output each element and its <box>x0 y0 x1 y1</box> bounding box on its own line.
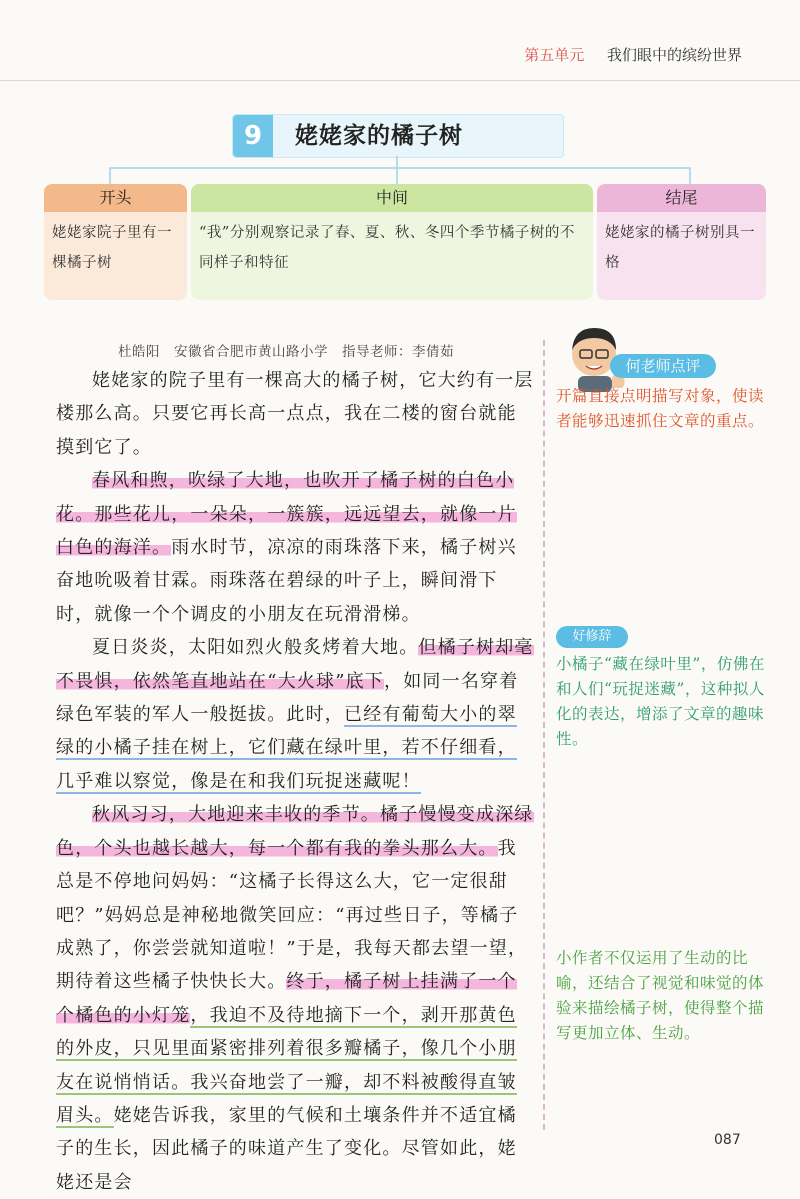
header-divider <box>0 80 800 81</box>
article-title: 姥姥家的橘子树 <box>295 123 463 149</box>
outline-ending-label: 结尾 <box>597 184 766 212</box>
teacher-comment-tag: 何老师点评 <box>610 354 716 378</box>
sidebar-divider <box>543 340 545 1130</box>
paragraph-3-start: 夏日炎炎，太阳如烈火般炙烤着大地。 <box>92 637 419 659</box>
highlight-lanterns: 终于，橘子树上挂满了一个个橘色的小灯笼 <box>56 971 517 1026</box>
lesson-number: 9 <box>233 115 273 157</box>
underline-hide-seek: 已经有葡萄大小的翠绿的小橘子挂在树上，它们藏在绿叶里，若不仔细看，几乎难以察觉，像是在和我们玩捉迷藏呢！ <box>56 704 517 792</box>
article-body <box>56 364 534 1199</box>
teacher-comment-3: 小作者不仅运用了生动的比喻，还结合了视觉和味觉的体验来描绘橘子树，使得整个描写更加立体、生动。 <box>556 949 765 1042</box>
highlight-orange-color: 橘子慢慢变成深绿色，个头也越长越大，每一个都有我的拳头那么大。 <box>56 804 534 859</box>
good-rhetoric-tag: 好修辞 <box>556 626 628 648</box>
unit-title: 我们眼中的缤纷世界 <box>606 46 742 64</box>
paragraph-2-rest: 雨水时节，凉凉的雨珠落下来，橘子树兴奋地吮吸着甘霖。雨珠落在碧绿的叶子上，瞬间滑下时，就像一个个调皮的小朋友在玩滑滑梯。 <box>56 537 517 625</box>
highlight-spring: 春风和煦，吹绿了大地，也吹开了橘子树的白色小花。那些花儿，一朵朵，一簇簇，远远望去，就像一片白色的海洋。 <box>56 470 517 559</box>
paragraph-1: 姥姥家的院子里有一棵高大的橘子树，它大约有一层楼那么高。只要它再长高一点点，我在二楼的窗台就能摸到它了。 <box>56 370 534 458</box>
paragraph-2 <box>56 464 534 631</box>
paragraph-3 <box>56 631 534 798</box>
teacher-comment-2: 小橘子“藏在绿叶里”，仿佛在和人们“玩捉迷藏”，这种拟人化的表达，增添了文章的趣味性。 <box>556 655 765 748</box>
underline-tasting: ，我迫不及待地摘下一个，剥开那黄色的外皮，只见里面紧密排列着很多瓣橘子，像几个小朋友在说悄悄话。我兴奋地尝了一瓣，却不料被酸得直皱眉头。 <box>56 1004 517 1126</box>
author-line: 杜皓阳 安徽省合肥市黄山路小学 指导老师：李倩茹 <box>118 344 454 360</box>
article-title-box <box>232 114 564 158</box>
highlight-summer: 但橘子树却毫不畏惧，依然笔直地站在“大火球”底下 <box>56 637 534 692</box>
outline-beginning-label: 开头 <box>44 184 187 212</box>
page-header <box>524 44 742 65</box>
page-number: 087 <box>714 1132 741 1148</box>
outline-ending <box>597 184 766 300</box>
teacher-comment-1: 开篇直接点明描写对象，使读者能够迅速抓住文章的重点。 <box>556 387 765 430</box>
outline-ending-text: 姥姥家的橘子树别具一格 <box>597 212 766 300</box>
paragraph-4-mid: 我总是不停地问妈妈：“这橘子长得这么大，它一定很甜吧？”妈妈总是神秘地微笑回应：“再过些日子，等橘子成熟了，你尝尝就知道啦！”于是，我每天都去望一望，期待着这些橘子快快长大。 <box>56 837 528 993</box>
story-outline <box>44 184 766 300</box>
outline-middle-text: “我”分别观察记录了春、夏、秋、冬四个季节橘子树的不同样子和特征 <box>191 212 593 300</box>
highlight-autumn: 秋风习习，大地迎来丰收的季节。 <box>92 804 380 826</box>
unit-label: 第五单元 <box>524 46 585 64</box>
paragraph-4-end: 姥姥告诉我，家里的气候和土壤条件并不适宜橘子的生长，因此橘子的味道产生了变化。尽管如此，姥姥还是会 <box>56 1104 517 1193</box>
outline-middle <box>191 184 593 300</box>
outline-beginning <box>44 184 187 300</box>
paragraph-4 <box>56 798 534 1199</box>
outline-beginning-text: 姥姥家院子里有一棵橘子树 <box>44 212 187 300</box>
outline-middle-label: 中间 <box>191 184 593 212</box>
paragraph-3-mid: ，如同一名穿着绿色军装的军人一般挺拔。此时， <box>56 670 519 726</box>
